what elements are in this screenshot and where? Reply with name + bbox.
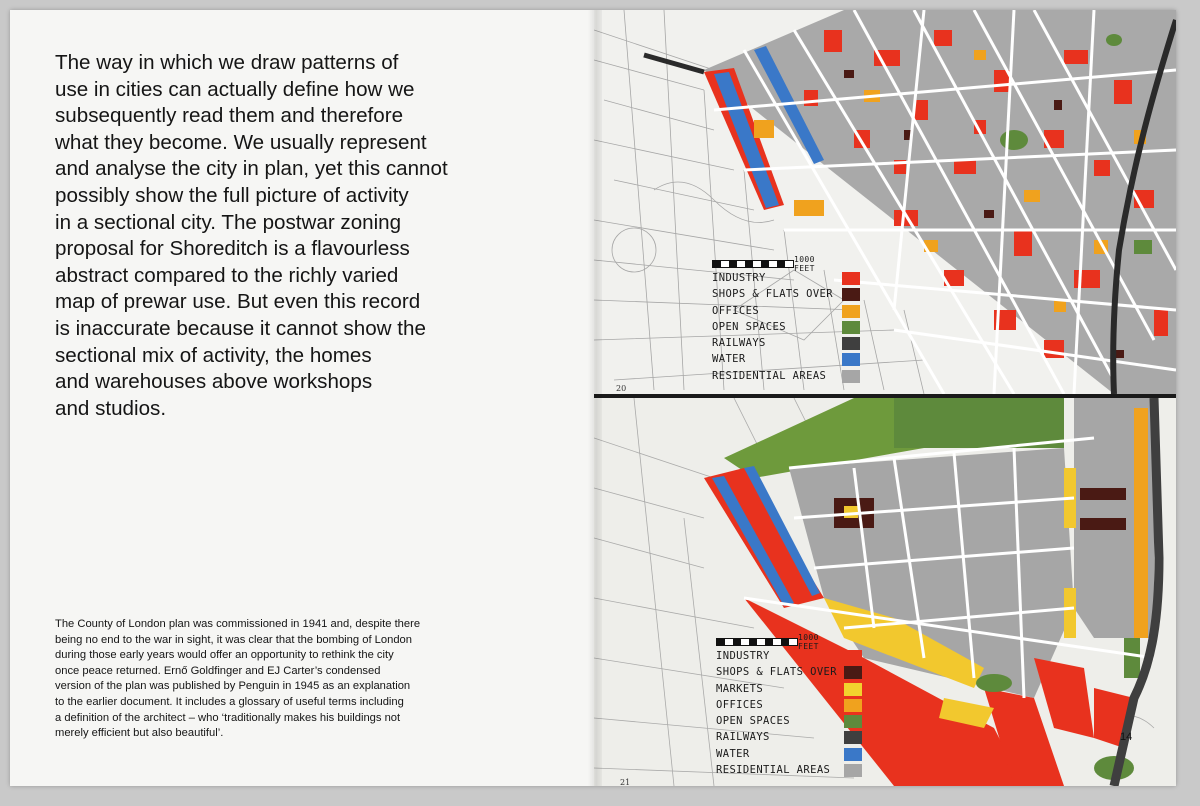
postwar-legend-item	[716, 729, 837, 745]
prewar-legend-label: INDUSTRY	[712, 272, 766, 284]
left-page	[10, 10, 594, 786]
prewar-legend-swatch	[842, 305, 860, 318]
lead-line: and studios.	[55, 396, 167, 420]
postwar-map-graphic	[594, 398, 1176, 786]
book-spread	[10, 10, 1176, 786]
lead-line: possibly show the full picture of activity	[55, 183, 409, 207]
postwar-legend-label: WATER	[716, 747, 750, 760]
prewar-legend-swatch	[842, 370, 860, 383]
caption-line: to the earlier document. It includes a glossary of useful terms including	[55, 695, 404, 708]
prewar-legend-swatch	[842, 353, 860, 366]
postwar-legend-label: INDUSTRY	[716, 650, 770, 662]
postwar-legend-swatch	[844, 650, 862, 663]
lead-line: abstract compared to the richly varied	[55, 263, 399, 287]
postwar-zoning-map	[594, 398, 1176, 786]
postwar-legend-item	[716, 762, 837, 778]
prewar-legend-swatch	[842, 337, 860, 350]
postwar-legend	[716, 630, 837, 778]
postwar-legend-item	[716, 664, 837, 680]
prewar-legend-label: WATER	[712, 353, 746, 366]
postwar-legend-swatch	[844, 748, 862, 761]
prewar-map-graphic	[594, 10, 1176, 394]
postwar-scale-bar	[716, 630, 837, 651]
lead-line: proposal for Shoreditch is a flavourless	[55, 237, 410, 261]
prewar-legend-swatch	[842, 272, 860, 285]
lead-line: is inaccurate because it cannot show the	[55, 316, 426, 340]
prewar-page-label: 20	[616, 384, 627, 393]
lead-line: subsequently read them and therefore	[55, 104, 404, 128]
prewar-legend-item	[712, 368, 833, 384]
lead-line: and warehouses above workshops	[55, 370, 373, 394]
prewar-legend-item	[712, 303, 833, 319]
page-number: 14	[1120, 731, 1133, 743]
postwar-page-label: 21	[620, 778, 631, 786]
prewar-legend-label: OPEN SPACES	[712, 320, 786, 333]
postwar-scale-label: 1000 FEET	[798, 633, 819, 651]
prewar-legend-swatch	[842, 288, 860, 301]
prewar-scale-bar	[712, 252, 833, 273]
lead-paragraph	[55, 50, 475, 422]
prewar-legend-label: RESIDENTIAL AREAS	[712, 369, 827, 382]
prewar-scale-label: 1000 FEET	[794, 255, 815, 273]
postwar-legend-swatch	[844, 699, 862, 712]
lead-line: sectional mix of activity, the homes	[55, 343, 372, 367]
caption-line: during those early years would offer an opportunity to rethink the city	[55, 649, 394, 662]
prewar-legend-label: SHOPS & FLATS OVER	[712, 288, 833, 301]
postwar-legend-label: RAILWAYS	[716, 731, 770, 744]
prewar-use-map	[594, 10, 1176, 394]
prewar-legend-item	[712, 335, 833, 351]
postwar-legend-label: OFFICES	[716, 698, 764, 711]
caption-line: a definition of the architect – who ‘traditionally makes his buildings not	[55, 711, 401, 724]
postwar-legend-item	[716, 746, 837, 762]
lead-line: and analyse the city in plan, yet this cannot	[55, 157, 448, 181]
prewar-legend-item	[712, 270, 833, 286]
postwar-legend-label: RESIDENTIAL AREAS	[716, 764, 831, 777]
lead-line: what they become. We usually represent	[55, 130, 427, 154]
lead-line: in a sectional city. The postwar zoning	[55, 210, 402, 234]
caption-paragraph	[55, 617, 475, 742]
postwar-legend-swatch	[844, 764, 862, 777]
postwar-legend-label: MARKETS	[716, 682, 764, 695]
prewar-legend-label: OFFICES	[712, 304, 760, 317]
postwar-legend-item	[716, 713, 837, 729]
postwar-legend-item	[716, 697, 837, 713]
postwar-legend-item	[716, 681, 837, 697]
prewar-legend-swatch	[842, 321, 860, 334]
lead-line: The way in which we draw patterns of	[55, 51, 399, 74]
postwar-legend-swatch	[844, 683, 862, 696]
postwar-legend-label: OPEN SPACES	[716, 715, 790, 728]
caption-line: being no end to the war in sight, it was clear that the bombing of London	[55, 633, 412, 646]
postwar-legend-swatch	[844, 731, 862, 744]
caption-line: The County of London plan was commissioned in 1941 and, despite there	[55, 618, 421, 630]
postwar-legend-label: SHOPS & FLATS OVER	[716, 666, 837, 679]
prewar-legend	[712, 252, 833, 384]
postwar-legend-swatch	[844, 666, 862, 679]
postwar-legend-swatch	[844, 715, 862, 728]
lead-line: use in cities can actually define how we	[55, 77, 415, 101]
caption-line: merely efficient but also beautiful’.	[55, 727, 224, 740]
caption-line: version of the plan was published by Penguin in 1945 as an explanation	[55, 680, 411, 693]
right-page	[594, 10, 1176, 786]
book-gutter	[588, 10, 602, 786]
postwar-legend-item	[716, 648, 837, 664]
prewar-legend-item	[712, 319, 833, 335]
prewar-legend-label: RAILWAYS	[712, 337, 766, 350]
prewar-legend-item	[712, 351, 833, 367]
lead-line: map of prewar use. But even this record	[55, 290, 421, 314]
caption-line: once peace returned. Ernő Goldfinger and EJ Carter’s condensed	[55, 664, 381, 677]
prewar-legend-item	[712, 286, 833, 302]
